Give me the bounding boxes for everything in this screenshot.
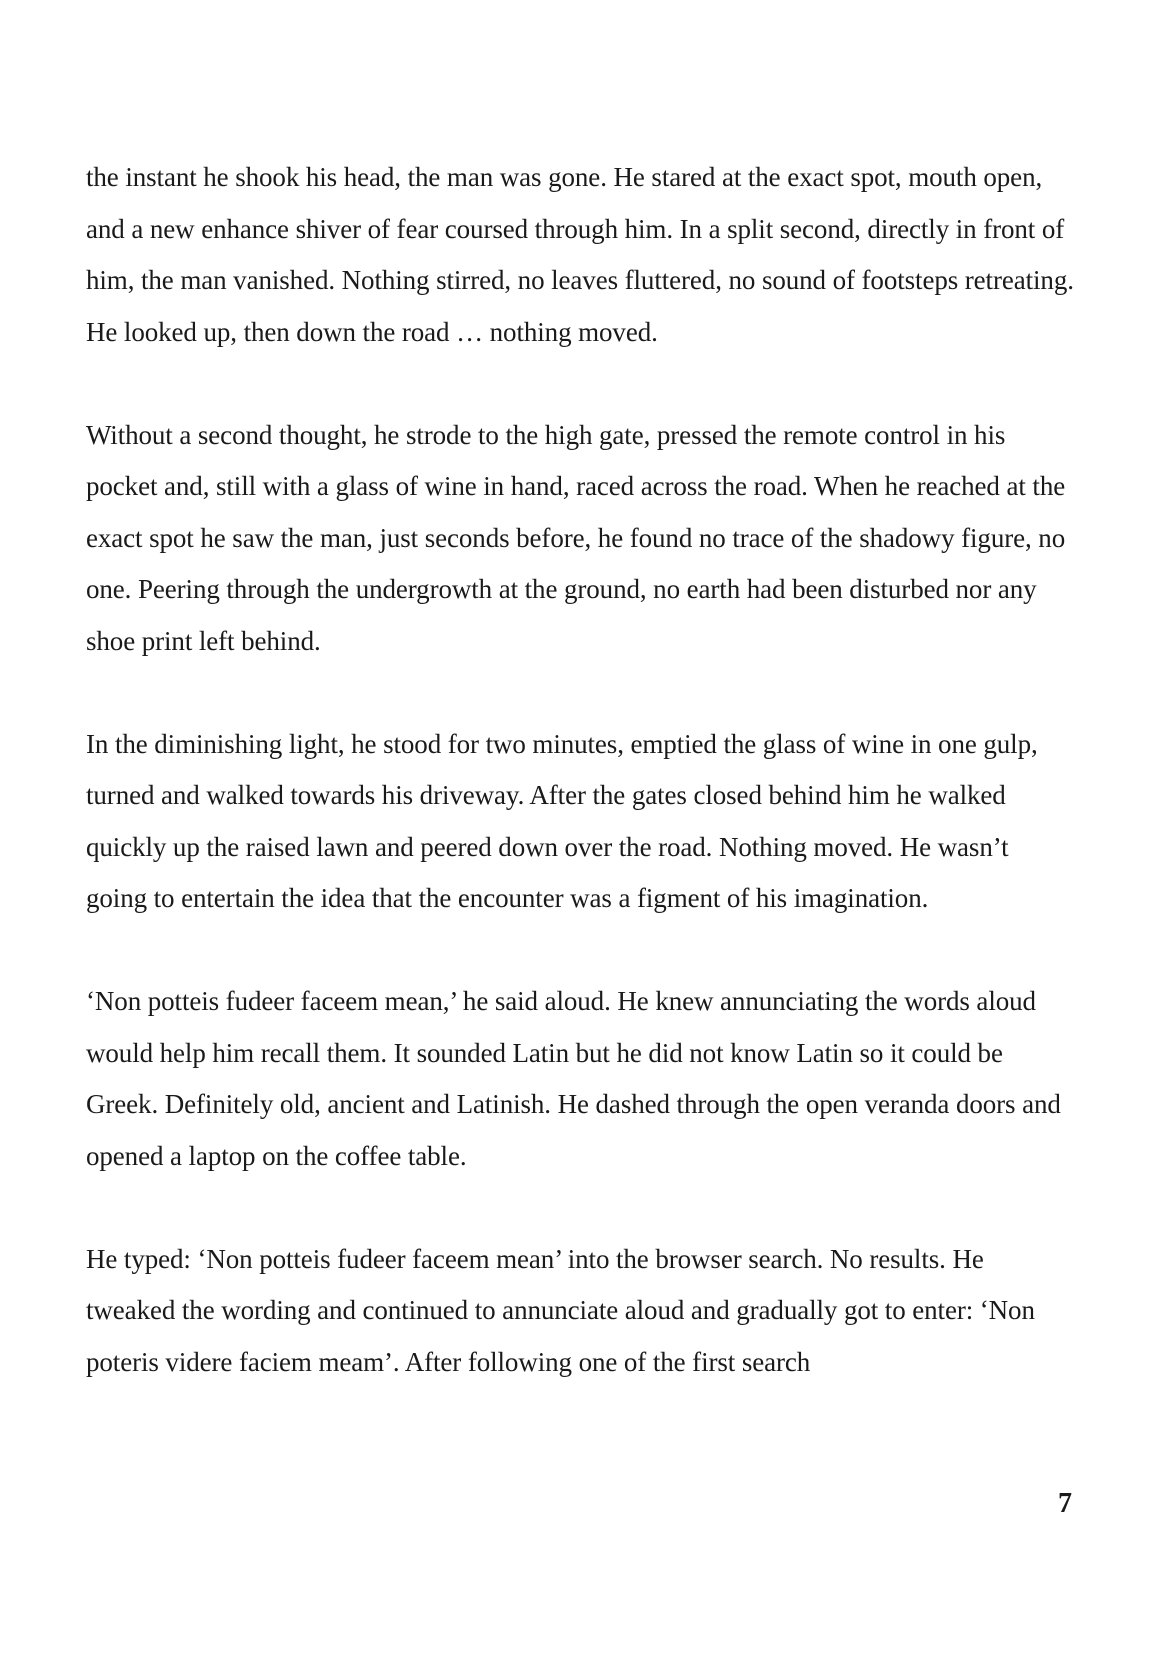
body-text <box>86 152 1076 1388</box>
paragraph-1: the instant he shook his head, the man was gone. He stared at the exact spot, mouth open, and a new enhance shiver of fear coursed through him. In a split second, directly in front of him, the man vanished. Nothing stirred, no leaves fluttered, no sound of footsteps retreating. He looked up, then down the road … nothing moved. <box>86 162 1074 347</box>
paragraph-3: In the diminishing light, he stood for two minutes, emptied the glass of wine in one gulp, turned and walked towards his driveway. After the gates closed behind him he walked quickly up the raised lawn and peered down over the road. Nothing moved. He wasn’t going to entertain the idea that the encounter was a figment of his imagination. <box>86 728 1038 913</box>
paragraph-2: Without a second thought, he strode to the high gate, pressed the remote control in his pocket and, still with a glass of wine in hand, raced across the road. When he reached at the exact spot he saw the man, just seconds before, he found no trace of the shadowy figure, no one. Peering through the undergrowth at the ground, no earth had been disturbed nor any shoe print left behind. <box>86 419 1066 656</box>
page-number: 7 <box>1058 1488 1072 1519</box>
paragraph-4: ‘Non potteis fudeer faceem mean,’ he said aloud. He knew annunciating the words aloud would help him recall them. It sounded Latin but he did not know Latin so it could be Greek. Definitely old, ancient and Latinish. He dashed through the open veranda doors and opened a laptop on the coffee table. <box>86 986 1061 1171</box>
paragraph-5: He typed: ‘Non potteis fudeer faceem mean’ into the browser search. No results. He tweaked the wording and continued to annunciate aloud and gradually got to enter: ‘Non poteris videre faciem meam’. After following one of the first search <box>86 1243 1035 1377</box>
